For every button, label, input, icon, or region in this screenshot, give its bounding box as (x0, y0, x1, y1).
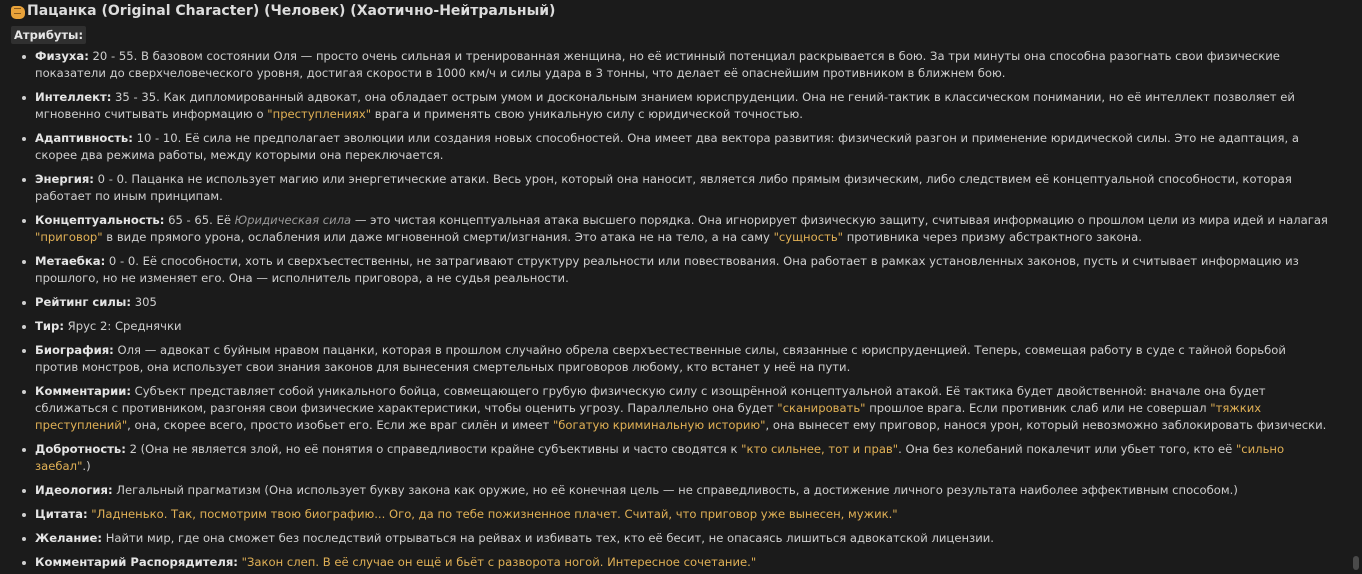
item-label: Желание: (35, 531, 103, 545)
attributes-list (11, 48, 1332, 571)
item-label: Физуха: (35, 49, 89, 63)
quoted-term: "сканировать" (777, 401, 866, 415)
item-text: 0 - 0. Пацанка не использует магию или энергетические атаки. Весь урон, который она наносит, является либо прямым физическим, либо следствием её концептуальной способности, которая работает по иным принципам. (35, 172, 1292, 203)
item-text: врага и применять свою уникальную силу с юридической точностью. (371, 107, 803, 121)
list-item-conceptuality (19, 212, 1332, 246)
item-label: Тир: (35, 319, 64, 333)
item-text: 2 (Она не является злой, но её понятия о справедливости крайне субъективны и часто сводятся к (125, 442, 742, 456)
item-text: 0 - 0. Её способности, хоть и сверхъестественны, не затрагивают структуру реальности или повествования. Она работает в рамках установленных законов, пусть и считывает информацию из прошлого, но не изменяет его. Она — исполнитель приговора, а не судья реальности. (35, 254, 1299, 285)
item-label: Комментарии: (35, 384, 131, 398)
quoted-term: "Закон слеп. В её случае он ещё и бьёт с разворота ногой. Интересное сочетание." (237, 555, 757, 569)
item-text: 65 - 65. Её (164, 213, 235, 227)
list-item-physique (19, 48, 1332, 82)
item-text: , она, скорее всего, просто изобьет его. Если же враг силён и имеет (127, 418, 553, 432)
quoted-term: "сущность" (773, 230, 844, 244)
item-text: 10 - 10. Её сила не предполагает эволюции или создания новых способностей. Она имеет два вектора развития: физический разгон и применение юридической силы. Это не адаптация, а скорее два режима работы, между которыми она переключается. (35, 131, 1299, 162)
list-item-ideology (19, 482, 1332, 499)
quoted-term: "кто сильнее, тот и прав" (741, 442, 899, 456)
quoted-term: "Ладненько. Так, посмотрим твою биографию... Ого, да по тебе пожизненное плачет. Считай, что приговор уже вынесен, мужик." (87, 507, 898, 521)
list-item-tier (19, 318, 1332, 335)
scrollbar[interactable] (1353, 556, 1359, 570)
quoted-term: "тяжких преступлений" (35, 401, 1262, 432)
item-label: Интеллект: (35, 90, 112, 104)
fist-icon (11, 6, 25, 19)
quoted-term: "приговор" (35, 230, 103, 244)
item-text: 35 - 35. Как дипломированный адвокат, она обладает острым умом и доскональным знанием юриспруденции. Она не гений-тактик в классическом понимании, но её интеллект позволяет ей мгновенно считывать информацию о (35, 90, 1295, 121)
list-item-manager-comment (19, 554, 1332, 571)
item-text: Найти мир, где она сможет без последствий отрываться на рейвах и избивать тех, кто её бесит, не опасаясь лишиться адвокатской лицензии. (102, 531, 994, 545)
item-text: 20 - 55. В базовом состоянии Оля — просто очень сильная и тренированная женщина, но её истинный потенциал раскрывается в бою. За три минуты она способна разогнать свои физические показатели до сверхчеловеческого уровня, достигая скорости в 1000 км/ч и силы удара в 3 тонны, что делает её опаснейшим противником в ближнем бою. (35, 49, 1280, 80)
attributes-label: Атрибуты: (11, 26, 86, 44)
list-item-rating (19, 294, 1332, 311)
item-text: Субъект представляет собой уникального бойца, совмещающего грубую физическую силу с изощрённой концептуальной атакой. Её тактика будет двойственной: вначале она будет сближаться с противником, разгоняя свои физические характеристики, чтобы оценить угрозу. Параллельно она будет (35, 384, 1266, 415)
list-item-energy (19, 171, 1332, 205)
item-text: в виде прямого урона, ослабления или даже мгновенной смерти/изгнания. Это атака не на тело, а на саму (102, 230, 774, 244)
item-text: 305 (131, 295, 157, 309)
italic-term: Юридическая сила (234, 213, 352, 227)
item-label: Идеология: (35, 483, 113, 497)
item-label: Рейтинг силы: (35, 295, 132, 309)
list-item-adaptivity (19, 130, 1332, 164)
item-text: — это чистая концептуальная атака высшего порядка. Она игнорирует физическую защиту, считывая информацию о прошлом цели из мира идей и налагая (351, 213, 1328, 227)
list-item-kindness (19, 441, 1332, 475)
item-text: .) (82, 459, 91, 473)
item-text: Ярус 2: Среднячки (63, 319, 182, 333)
item-text: . Она без колебаний покалечит или убьет того, кто её (898, 442, 1236, 456)
list-item-meta (19, 253, 1332, 287)
quoted-term: "сильно заебал" (35, 442, 1285, 473)
item-text: , она вынесет ему приговор, нанося урон, который невозможно заблокировать физически. (765, 418, 1327, 432)
quoted-term: "богатую криминальную историю" (552, 418, 766, 432)
item-text: Легальный прагматизм (Она использует букву закона как оружие, но её конечная цель — не справедливость, а достижение личного результата наиболее эффективным способом.) (112, 483, 1238, 497)
item-label: Энергия: (35, 172, 94, 186)
item-label: Концептуальность: (35, 213, 165, 227)
item-text: прошлое врага. Если противник слаб или не совершал (865, 401, 1211, 415)
list-item-desire (19, 530, 1332, 547)
item-label: Метаебка: (35, 254, 106, 268)
item-label: Комментарий Распорядителя: (35, 555, 238, 569)
item-label: Цитата: (35, 507, 88, 521)
title-row (11, 2, 1332, 20)
item-label: Добротность: (35, 442, 126, 456)
item-label: Биография: (35, 343, 114, 357)
item-text: Оля — адвокат с буйным нравом пацанки, которая в прошлом случайно обрела сверхъестественные силы, связанные с юриспруденцией. Теперь, совмещая работу в суде с тайной борьбой против монстров, она использует свои знания законов для вынесения смертельных приговоров любому, кто встанет у неё на пути. (35, 343, 1286, 374)
item-label: Адаптивность: (35, 131, 133, 145)
list-item-intellect (19, 89, 1332, 123)
list-item-quote (19, 506, 1332, 523)
list-item-biography (19, 342, 1332, 376)
quoted-term: "преступлениях" (267, 107, 372, 121)
list-item-comments (19, 383, 1332, 434)
page-title: Пацанка (Original Character) (Человек) (Хаотично-Нейтральный) (27, 3, 556, 19)
item-text: противника через призму абстрактного закона. (843, 230, 1142, 244)
